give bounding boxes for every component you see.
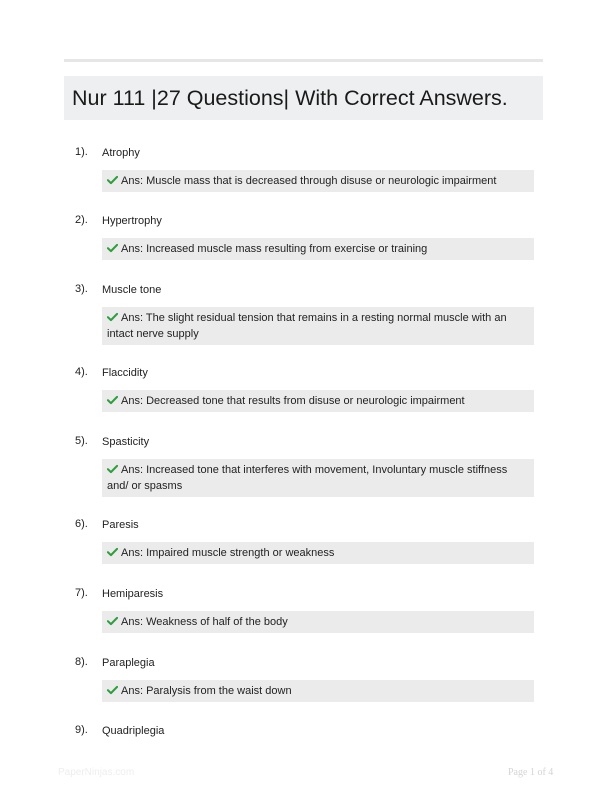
- question-text: Atrophy: [102, 147, 140, 159]
- page-number: Page 1 of 4: [508, 767, 554, 778]
- answer-text: Ans: Increased muscle mass resulting from exercise or training: [121, 243, 428, 255]
- page-title: Nur 111 |27 Questions| With Correct Answers.: [72, 85, 508, 110]
- question-text: Hypertrophy: [102, 215, 162, 227]
- check-icon: [107, 547, 118, 557]
- check-icon: [107, 616, 118, 626]
- answer-text: Ans: Paralysis from the waist down: [121, 685, 292, 697]
- answer-box: [102, 390, 534, 412]
- answer-text: Ans: Impaired muscle strength or weakness: [121, 547, 335, 559]
- question-text: Flaccidity: [102, 367, 148, 379]
- question-number: 6).: [75, 518, 88, 530]
- answer-box: [102, 680, 534, 702]
- answer-box: [102, 307, 534, 345]
- question-number: 8).: [75, 656, 88, 668]
- footer-watermark: PaperNinjas.com: [58, 767, 135, 778]
- check-icon: [107, 685, 118, 695]
- question-text: Spasticity: [102, 436, 150, 448]
- check-icon: [107, 175, 118, 185]
- check-icon: [107, 464, 118, 474]
- check-icon: [107, 312, 118, 322]
- answer-box: [102, 459, 534, 497]
- question-text: Paresis: [102, 519, 139, 531]
- top-rule: [64, 59, 543, 62]
- answer-text: Ans: Weakness of half of the body: [121, 616, 288, 628]
- answer-text: Ans: Muscle mass that is decreased through disuse or neurologic impairment: [121, 175, 497, 187]
- answer-text: Ans: The slight residual tension that remains in a resting normal muscle with an intact nerve supply: [107, 312, 507, 340]
- question-number: 9).: [75, 724, 88, 736]
- answer-box: [102, 542, 534, 564]
- question-number: 3).: [75, 283, 88, 295]
- question-text: Paraplegia: [102, 657, 155, 669]
- question-number: 4).: [75, 366, 88, 378]
- title-box: [64, 76, 543, 120]
- question-number: 5).: [75, 435, 88, 447]
- answer-box: [102, 170, 534, 192]
- answer-text: Ans: Increased tone that interferes with movement, Involuntary muscle stiffness and/ or spasms: [107, 464, 508, 492]
- question-text: Quadriplegia: [102, 725, 165, 737]
- question-number: 2).: [75, 214, 88, 226]
- question-text: Hemiparesis: [102, 588, 164, 600]
- answer-box: [102, 611, 534, 633]
- question-text: Muscle tone: [102, 284, 162, 296]
- question-number: 1).: [75, 146, 88, 158]
- answer-box: [102, 238, 534, 260]
- answer-text: Ans: Decreased tone that results from disuse or neurologic impairment: [121, 395, 465, 407]
- question-number: 7).: [75, 587, 88, 599]
- check-icon: [107, 243, 118, 253]
- check-icon: [107, 395, 118, 405]
